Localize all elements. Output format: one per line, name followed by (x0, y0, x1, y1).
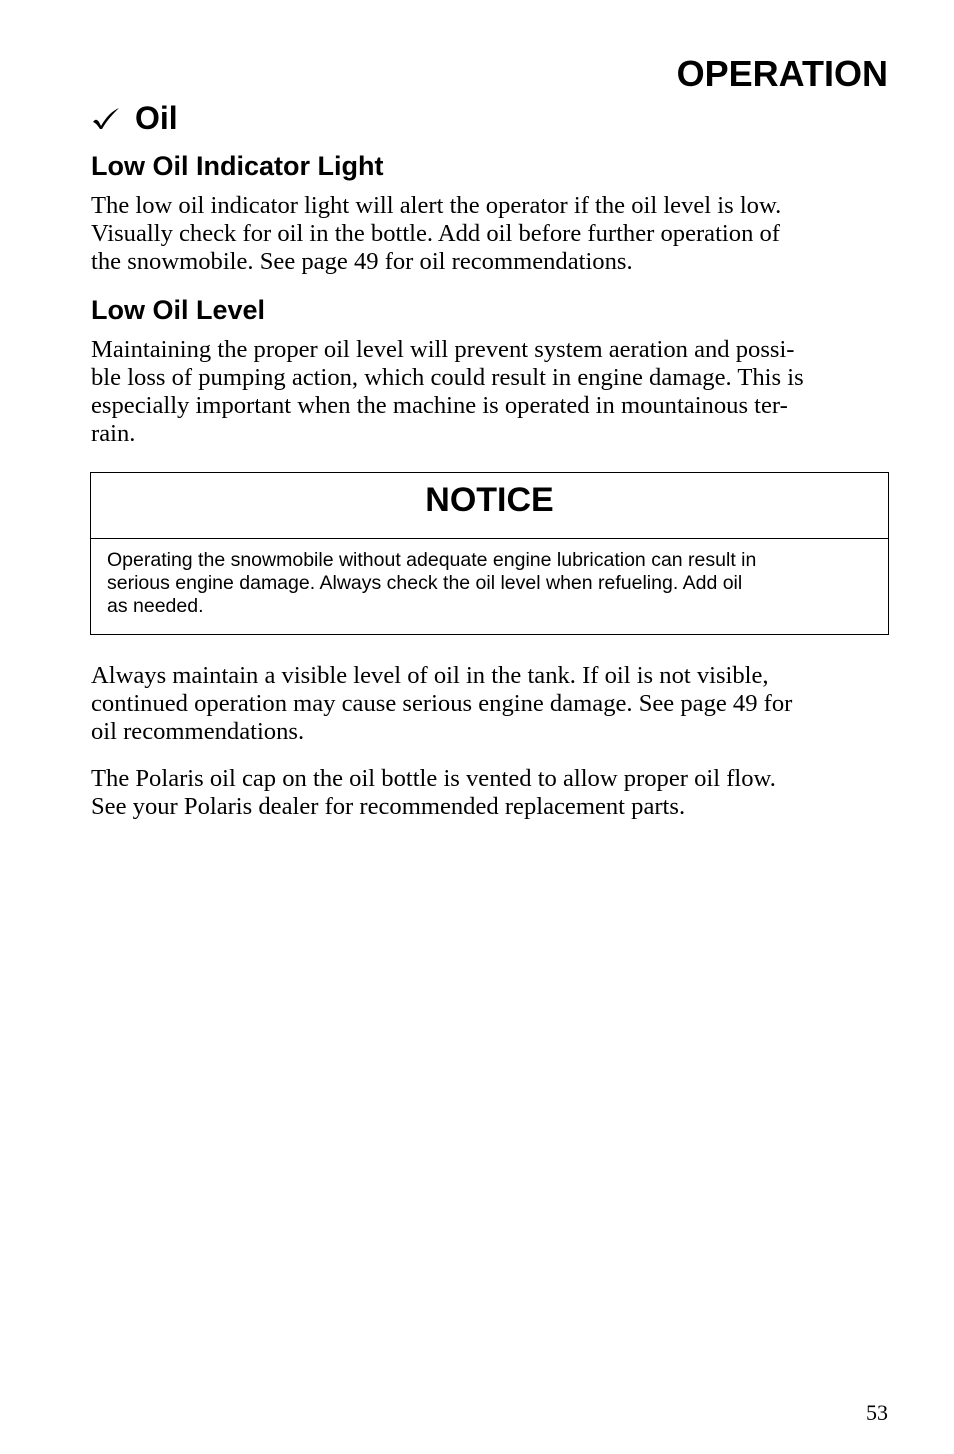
text-line: The low oil indicator light will alert the operator if the oil level is low. (91, 192, 782, 219)
notice-box (90, 472, 889, 635)
paragraph-oil-tank (91, 662, 901, 746)
text-line: serious engine damage. Always check the oil level when refueling. Add oil (107, 572, 743, 594)
chapter-title: OPERATION (676, 53, 888, 94)
section-heading-oil (91, 96, 178, 140)
text-line: oil recommendations. (91, 718, 305, 745)
text-line: as needed. (107, 595, 204, 617)
text-line: Maintaining the proper oil level will prevent system aeration and possi- (91, 336, 795, 363)
notice-title: NOTICE (91, 473, 888, 539)
text-line: especially important when the machine is operated in mountainous ter- (91, 392, 788, 419)
text-line: Operating the snowmobile without adequate engine lubrication can result in (107, 549, 757, 571)
text-line: continued operation may cause serious engine damage. See page 49 for (91, 690, 793, 717)
paragraph-low-oil-level (91, 336, 901, 448)
notice-text (91, 539, 888, 618)
text-line: Visually check for oil in the bottle. Add oil before further operation of (91, 220, 780, 247)
text-line: The Polaris oil cap on the oil bottle is vented to allow proper oil flow. (91, 765, 776, 792)
text-line: See your Polaris dealer for recommended replacement parts. (91, 793, 686, 820)
section-title: Oil (135, 100, 178, 136)
subheading-low-oil-indicator: Low Oil Indicator Light (91, 151, 384, 181)
page-number: 53 (866, 1400, 888, 1425)
checkmark-icon (91, 105, 121, 131)
paragraph-low-oil-indicator (91, 192, 901, 276)
text-line: the snowmobile. See page 49 for oil recommendations. (91, 248, 633, 275)
text-line: rain. (91, 420, 136, 447)
subheading-low-oil-level: Low Oil Level (91, 295, 266, 325)
text-line: Always maintain a visible level of oil in the tank. If oil is not visible, (91, 662, 769, 689)
text-line: ble loss of pumping action, which could result in engine damage. This is (91, 364, 804, 391)
paragraph-oil-cap (91, 765, 901, 821)
